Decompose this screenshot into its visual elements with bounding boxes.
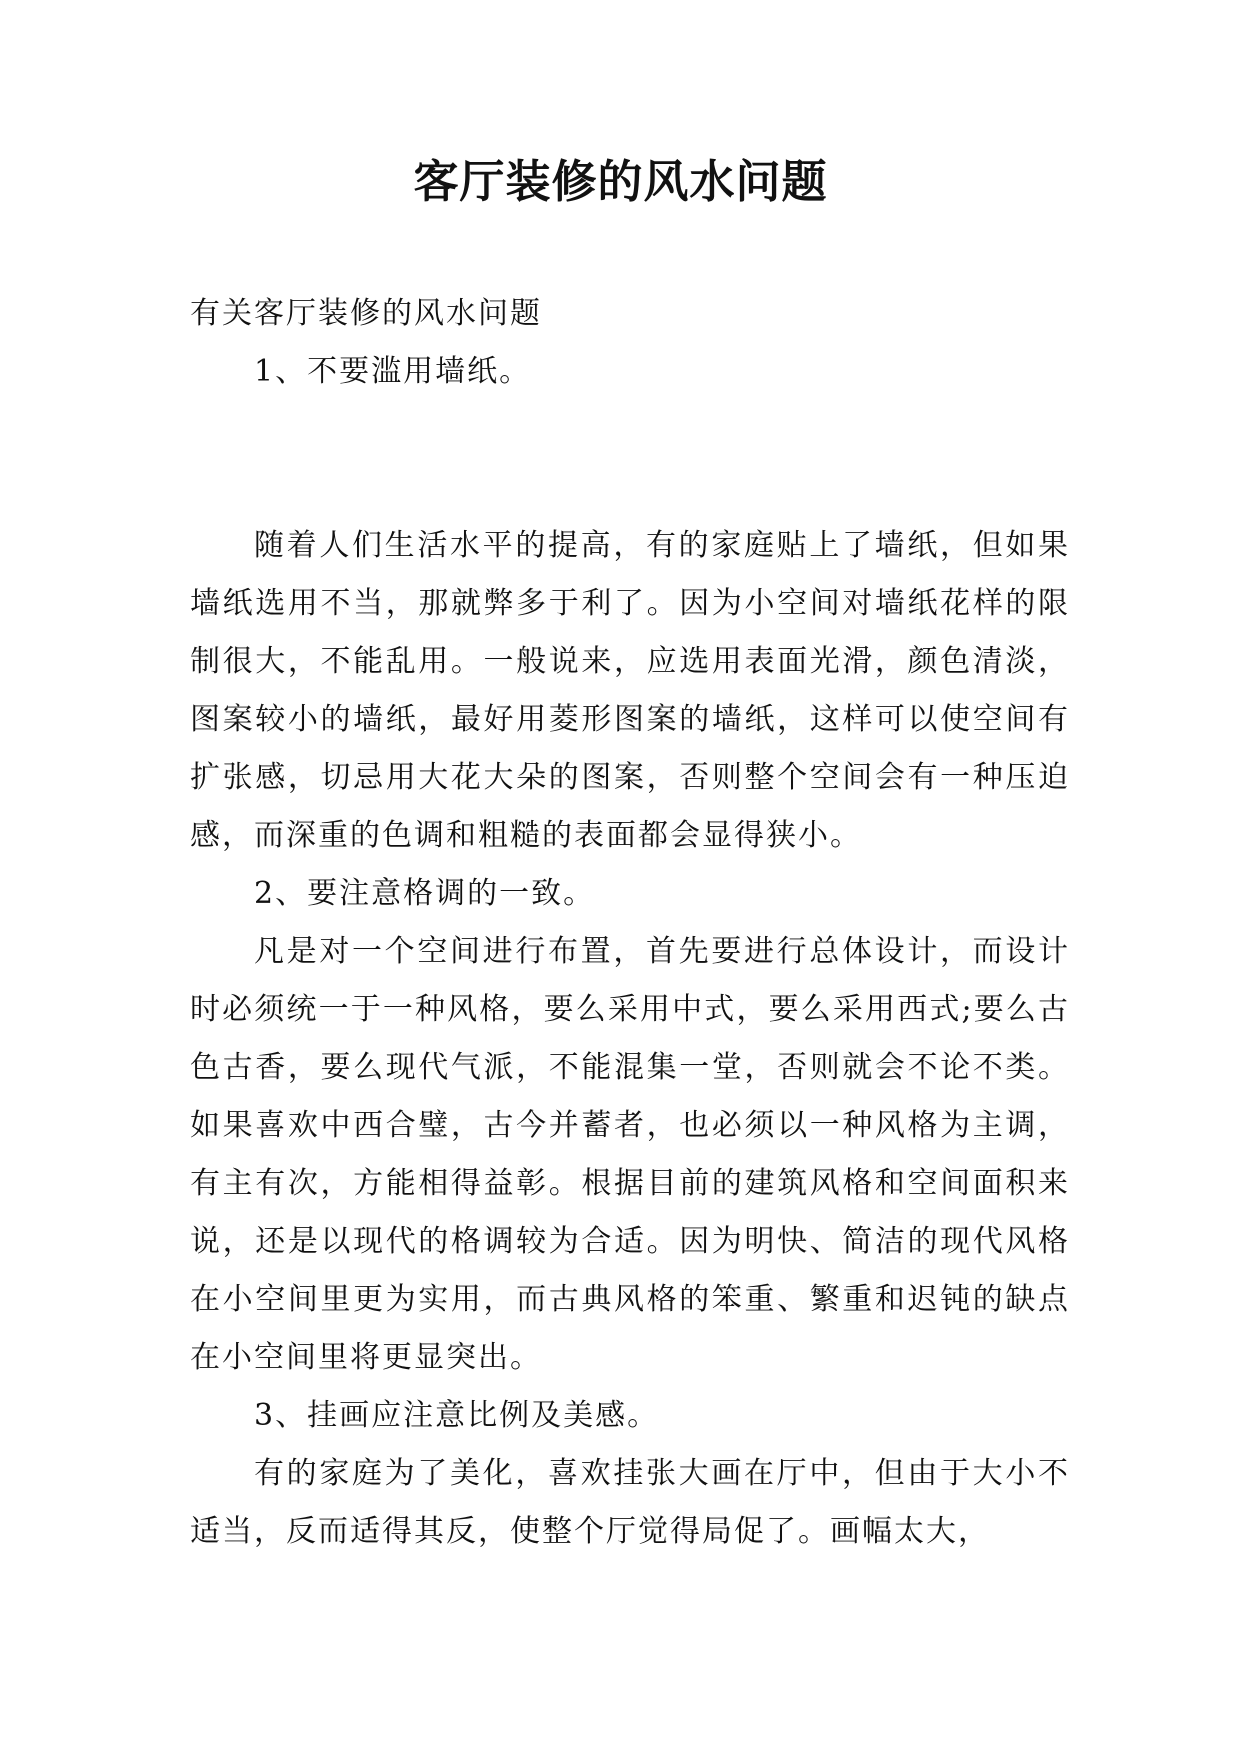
section-heading-2: 2、要注意格调的一致。 <box>254 876 596 911</box>
blank-space <box>190 401 1070 517</box>
section-heading-3: 3、挂画应注意比例及美感。 <box>254 1398 660 1433</box>
document-subtitle: 有关客厅装修的风水问题 <box>190 296 542 331</box>
paragraph-paintings: 有的家庭为了美化，喜欢挂张大画在厅中，但由于大小不适当，反而适得其反，使整个厅觉得局促了。画幅太大， <box>190 1456 1070 1549</box>
document-body <box>190 285 1070 1561</box>
paragraph-style: 凡是对一个空间进行布置，首先要进行总体设计，而设计时必须统一于一种风格，要么采用中式，要么采用西式;要么古色古香，要么现代气派，不能混集一堂，否则就会不论不类。如果喜欢中西合璧，古今并蓄者，也必须以一种风格为主调，有主有次，方能相得益彰。根据目前的建筑风格和空间面积来说，还是以现代的格调较为合适。因为明快、简洁的现代风格在小空间里更为实用，而古典风格的笨重、繁重和迟钝的缺点在小空间里将更显突出。 <box>190 934 1070 1375</box>
document-title: 客厅装修的风水问题 <box>413 155 828 208</box>
section-heading-1: 1、不要滥用墙纸。 <box>254 354 532 389</box>
paragraph-wallpaper: 随着人们生活水平的提高，有的家庭贴上了墙纸，但如果墙纸选用不当，那就弊多于利了。因为小空间对墙纸花样的限制很大，不能乱用。一般说来，应选用表面光滑，颜色清淡，图案较小的墙纸，最好用菱形图案的墙纸，这样可以使空间有扩张感，切忌用大花大朵的图案，否则整个空间会有一种压迫感，而深重的色调和粗糙的表面都会显得狭小。 <box>190 528 1070 853</box>
